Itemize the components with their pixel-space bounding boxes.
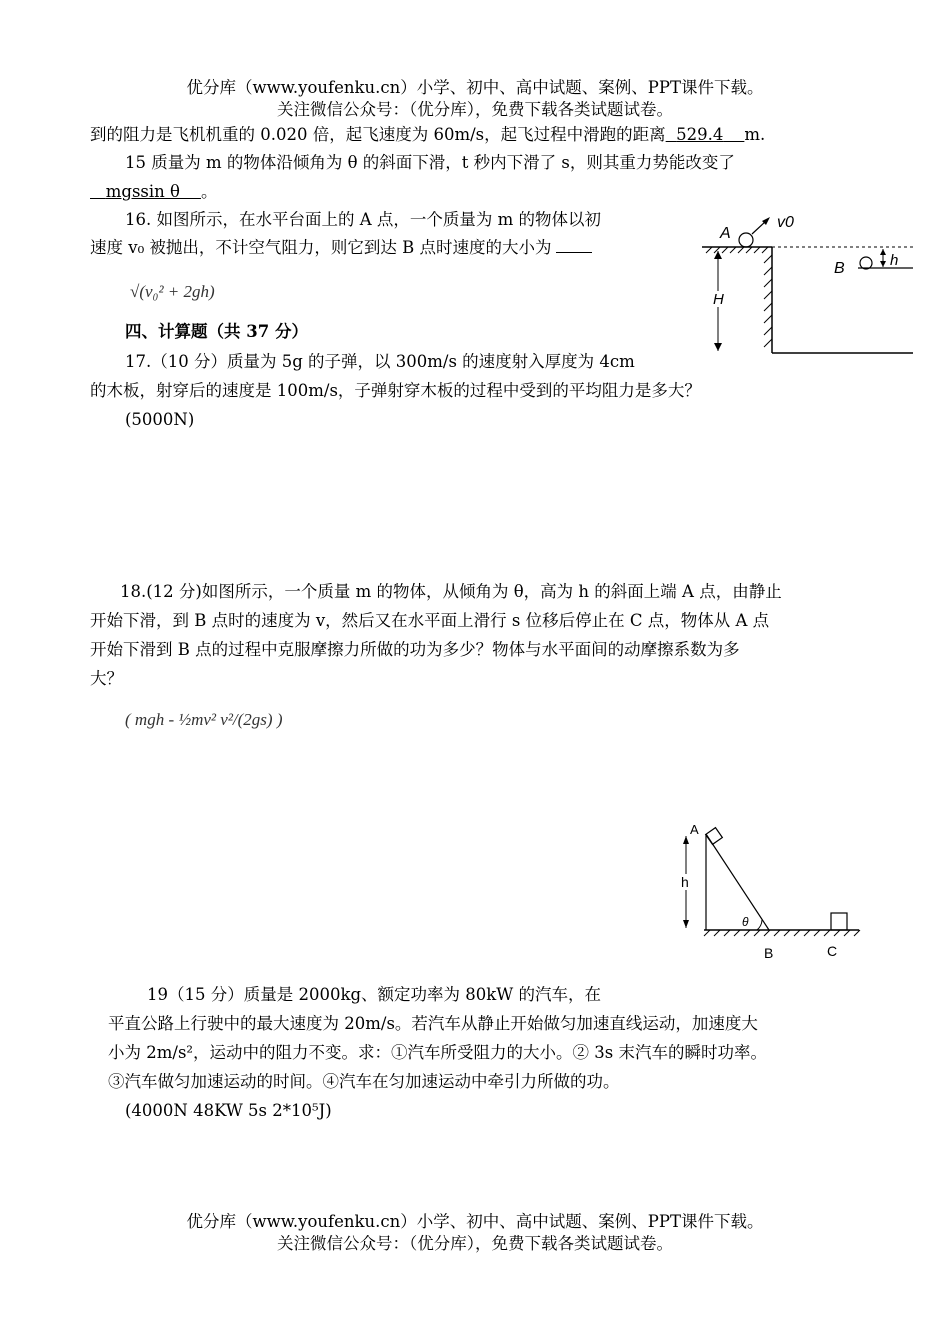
q14-answer: 529.4 [676,125,724,144]
fig16-label-b: B [834,260,845,277]
q15-answer: mgssin θ [105,182,180,201]
figure-16-platform [700,205,915,357]
question-19-line-3: 小为 2m/s²，运动中的阻力不变。求：①汽车所受阻力的大小。② 3s 末汽车的瞬时功率。 [108,1043,767,1062]
footer-line-1: 优分库（www.youfenku.cn）小学、初中、高中试题、案例、PPT课件下载。 [186,1212,764,1231]
q15-end: 。 [200,182,218,201]
fig16-label-H: H [713,291,724,308]
question-19-line-4: ③汽车做匀加速运动的时间。④汽车在匀加速运动中牵引力所做的功。 [108,1072,620,1091]
fig16-label-h: h [890,252,899,269]
block-c [831,913,847,930]
question-19-line-1: 19（15 分）质量是 2000kg、额定功率为 80kW 的汽车，在 [147,985,601,1004]
question-16-line-1: 16. 如图所示，在水平台面上的 A 点，一个质量为 m 的物体以初 [125,210,602,229]
q19-answer: (4000N 48KW 5s 2*10⁵J) [125,1101,332,1120]
question-17-line-1: 17.（10 分）质量为 5g 的子弹，以 300m/s 的速度射入厚度为 4cm [125,352,635,371]
q17-answer: (5000N) [125,410,195,429]
question-18-line-1: 18.(12 分)如图所示，一个质量 m 的物体，从倾角为 θ，高为 h 的斜面上端 A 点，由静止 [120,582,782,601]
question-15-answer-line [90,182,217,202]
fig18-label-h: h [681,874,689,890]
q18-answer-formula: ( mgh - ½mv² v²/(2gs) ) [125,710,283,729]
block-a [706,828,723,845]
question-16-line-2: 速度 v₀ 被抛出，不计空气阻力，则它到达 B 点时速度的大小为 [90,238,592,258]
question-15: 15 质量为 m 的物体沿倾角为 θ 的斜面下滑，t 秒内下滑了 s，则其重力势能改变了 [125,153,735,172]
section-title-calculation: 四、计算题（共 37 分） [125,322,308,341]
question-18-line-3: 开始下滑到 B 点的过程中克服摩擦力所做的功为多少？物体与水平面间的动摩擦系数为多 [90,640,740,659]
fig18-label-c: C [827,943,838,959]
q16-answer-formula: √(v₀² + 2gh) [130,282,215,301]
header-line-1: 优分库（www.youfenku.cn）小学、初中、高中试题、案例、PPT课件下载。 [186,78,764,97]
q14-text: 到的阻力是飞机机重的 0.020 倍，起飞速度为 60m/s，起飞过程中滑跑的距离 [90,125,666,144]
question-18-line-4: 大？ [90,669,123,688]
question-18-line-2: 开始下滑，到 B 点时的速度为 v，然后又在水平面上滑行 s 位移后停止在 C 点，物体从 A 点 [90,611,770,630]
question-17-line-2: 的木板，射穿后的速度是 100m/s，子弹射穿木板的过程中受到的平均阻力是多大？ [90,381,701,400]
question-19-line-2: 平直公路上行驶中的最大速度为 20m/s。若汽车从静止开始做匀加速直线运动，加速度大 [108,1014,758,1033]
ball-a [739,233,753,247]
question-14-tail [90,125,765,145]
footer-line-2: 关注微信公众号：（优分库），免费下载各类试题试卷。 [277,1234,673,1253]
ball-b [860,257,872,269]
header-line-2: 关注微信公众号：（优分库），免费下载各类试题试卷。 [277,100,673,119]
fig16-label-a: A [720,225,731,242]
fig18-label-theta: θ [742,915,749,929]
q14-end: m. [744,125,766,144]
fig18-label-b: B [764,945,774,961]
fig18-label-a: A [690,822,699,837]
figure-18-incline [674,822,864,962]
fig16-label-v0: v0 [777,214,794,231]
